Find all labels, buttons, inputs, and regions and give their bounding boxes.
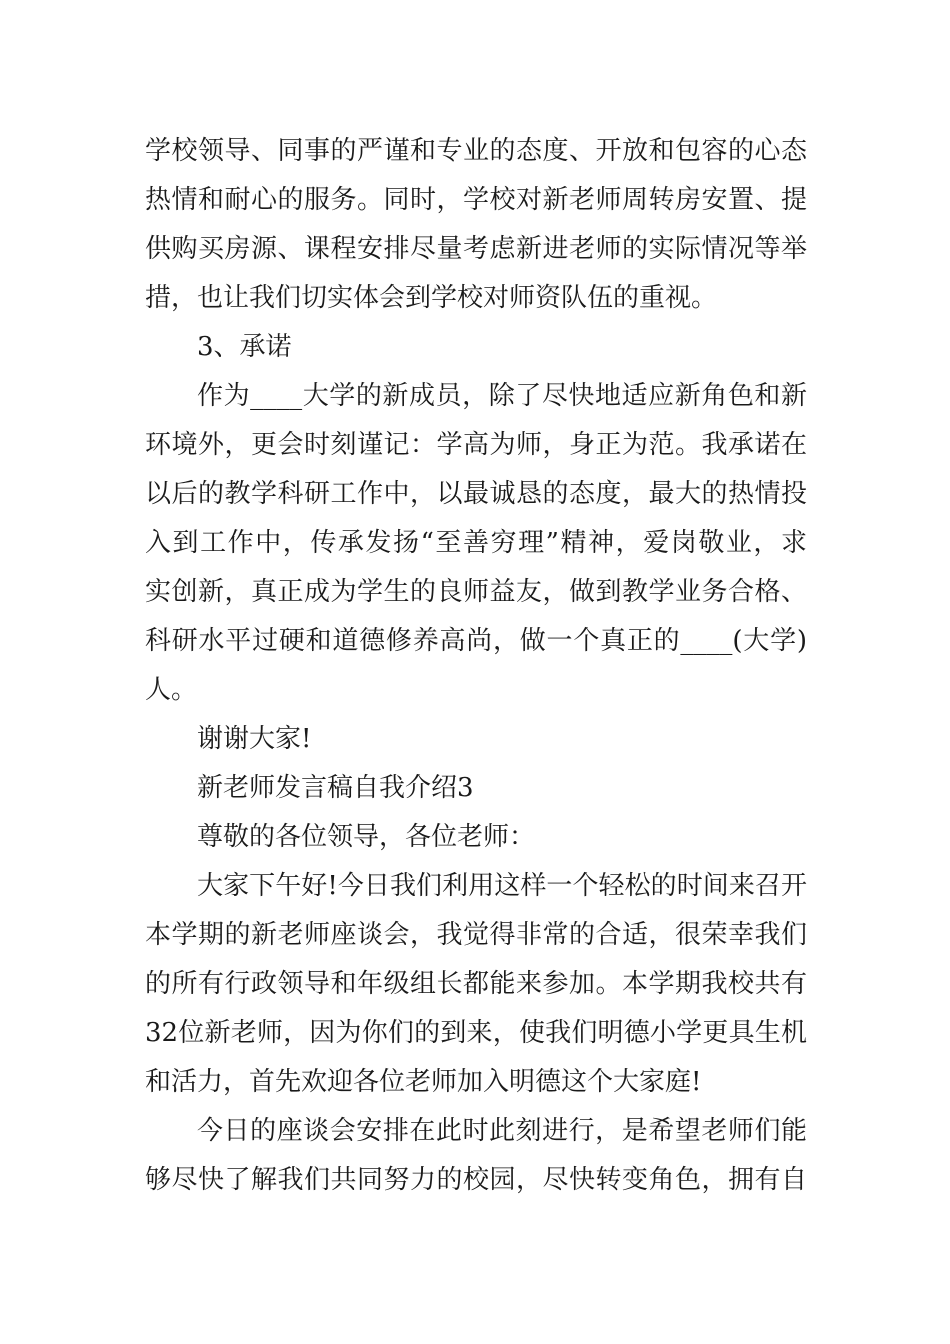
text-line: 措，也让我们切实体会到学校对师资队伍的重视。 <box>145 283 718 313</box>
text-line: 入到工作中，传承发扬“至善穷理”精神，爱岗敬业，求 <box>145 528 807 558</box>
text-line: 和活力，首先欢迎各位老师加入明德这个大家庭! <box>145 1067 702 1097</box>
salutation: 尊敬的各位领导，各位老师： <box>197 822 536 852</box>
text-line: 够尽快了解我们共同努力的校园，尽快转变角色，拥有自 <box>145 1165 807 1195</box>
closing-line: 谢谢大家! <box>197 724 312 754</box>
text-line: 环境外，更会时刻谨记：学高为师，身正为范。我承诺在 <box>145 430 807 460</box>
text-line: 供购买房源、课程安排尽量考虑新进老师的实际情况等举 <box>145 234 807 264</box>
section-heading: 3、承诺 <box>197 332 292 362</box>
text-line: 作为____大学的新成员，除了尽快地适应新角色和新 <box>197 381 807 411</box>
text-line: 科研水平过硬和道德修养高尚，做一个真正的____(大学) <box>145 626 807 656</box>
text-line: 大家下午好!今日我们利用这样一个轻松的时间来召开 <box>197 871 807 901</box>
document-body <box>145 127 807 1205</box>
text-line: 实创新，真正成为学生的良师益友，做到教学业务合格、 <box>145 577 807 607</box>
text-line: 学校领导、同事的严谨和专业的态度、开放和包容的心态 <box>145 136 807 166</box>
text-line: 热情和耐心的服务。同时，学校对新老师周转房安置、提 <box>145 185 807 215</box>
text-line: 以后的教学科研工作中，以最诚恳的态度，最大的热情投 <box>145 479 807 509</box>
document-title: 新老师发言稿自我介绍3 <box>197 773 474 803</box>
text-line: 人。 <box>145 675 198 705</box>
text-line: 的所有行政领导和年级组长都能来参加。本学期我校共有 <box>145 969 807 999</box>
text-line: 32位新老师，因为你们的到来，使我们明德小学更具生机 <box>145 1018 807 1048</box>
text-line: 本学期的新老师座谈会，我觉得非常的合适，很荣幸我们 <box>145 920 807 950</box>
text-line: 今日的座谈会安排在此时此刻进行，是希望老师们能 <box>197 1116 807 1146</box>
